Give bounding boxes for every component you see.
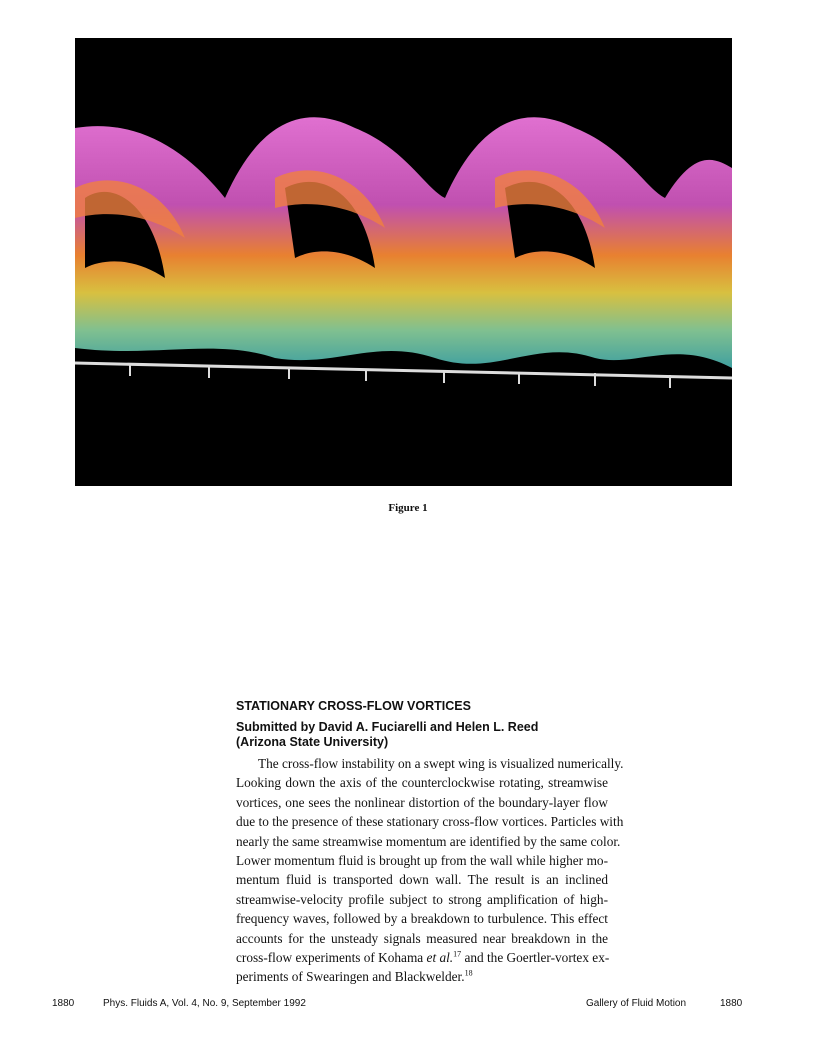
article-title: STATIONARY CROSS-FLOW VORTICES bbox=[236, 699, 471, 713]
vortex-visualization-image bbox=[75, 38, 732, 486]
text: periments of Swearingen and Blackwelder. bbox=[236, 969, 465, 985]
body-line: streamwise-velocity profile subject to strong amplification of high- bbox=[236, 891, 608, 907]
body-line: accounts for the unsteady signals measured near breakdown in the bbox=[236, 930, 608, 946]
body-line bbox=[236, 948, 608, 967]
journal-citation: Phys. Fluids A, Vol. 4, No. 9, September 1992 bbox=[103, 998, 306, 1009]
body-line: Looking down the axis of the counterclockwise rotating, streamwise bbox=[236, 775, 608, 791]
authors-affiliation: (Arizona State University) bbox=[236, 735, 389, 749]
body-line: frequency waves, followed by a breakdown to turbulence. This effect bbox=[236, 911, 608, 927]
figure-caption: Figure 1 bbox=[388, 502, 428, 514]
et-al: et al. bbox=[426, 950, 454, 966]
article-authors bbox=[236, 720, 538, 750]
body-line bbox=[236, 967, 608, 986]
body-line: Lower momentum fluid is brought up from the wall while higher mo- bbox=[236, 853, 608, 869]
body-line: vortices, one sees the nonlinear distortion of the boundary-layer flow bbox=[236, 794, 608, 810]
page-number-right: 1880 bbox=[720, 998, 743, 1009]
text: cross-flow experiments of Kohama bbox=[236, 950, 427, 966]
body-line: due to the presence of these stationary cross-flow vortices. Particles with bbox=[236, 814, 624, 830]
authors-names: Submitted by David A. Fuciarelli and Helen L. Reed bbox=[236, 720, 539, 734]
body-line: nearly the same streamwise momentum are identified by the same color. bbox=[236, 833, 621, 849]
reference-17: 17 bbox=[453, 949, 462, 959]
article-body bbox=[236, 754, 624, 987]
cross-flow-vortices-figure bbox=[75, 38, 732, 486]
body-line: mentum fluid is transported down wall. The result is an inclined bbox=[236, 872, 608, 888]
reference-18: 18 bbox=[464, 969, 473, 979]
text: and the Goertler-vortex ex- bbox=[461, 950, 610, 966]
section-name: Gallery of Fluid Motion bbox=[586, 998, 687, 1009]
page-number-left: 1880 bbox=[52, 998, 75, 1009]
body-line: The cross-flow instability on a swept wing is visualized numerically. bbox=[258, 756, 624, 771]
